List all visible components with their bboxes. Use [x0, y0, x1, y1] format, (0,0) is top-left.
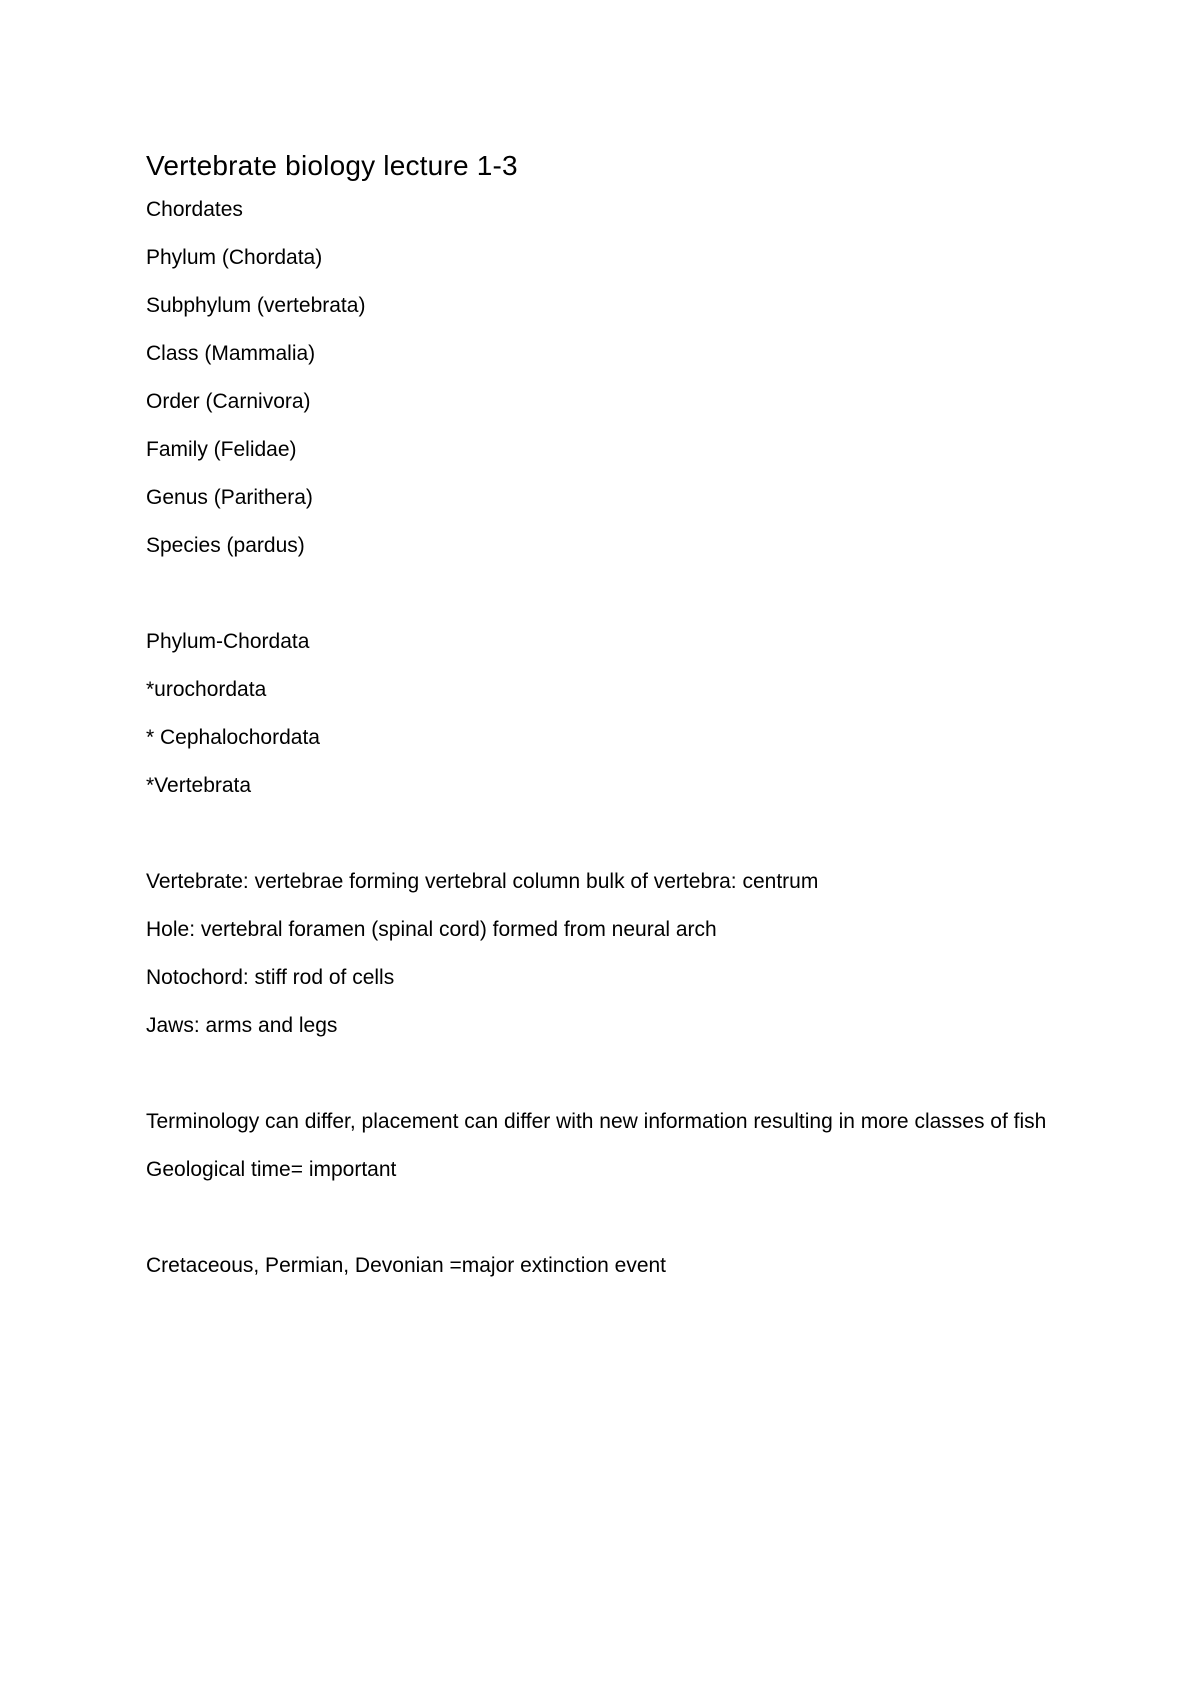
- definition-line: Notochord: stiff rod of cells: [146, 966, 395, 989]
- taxonomy-line: Chordates: [146, 198, 243, 221]
- taxonomy-line: Subphylum (vertebrata): [146, 294, 366, 317]
- definitions-section: [146, 868, 1066, 1040]
- document-title: Vertebrate biology lecture 1-3: [146, 150, 518, 181]
- definition-line: Hole: vertebral foramen (spinal cord) formed from neural arch: [146, 918, 717, 941]
- phylum-group-line: Phylum-Chordata: [146, 630, 310, 653]
- taxonomy-line: Species (pardus): [146, 534, 305, 557]
- extinction-line: Cretaceous, Permian, Devonian =major extinction event: [146, 1254, 667, 1277]
- taxonomy-line: Order (Carnivora): [146, 390, 311, 413]
- note-line: Terminology can differ, placement can differ with new information resulting in more classes of fish: [146, 1110, 1047, 1133]
- phylum-group-line: *urochordata: [146, 678, 267, 701]
- taxonomy-line: Family (Felidae): [146, 438, 297, 461]
- taxonomy-line: Phylum (Chordata): [146, 246, 323, 269]
- blank-line: [146, 580, 1066, 628]
- note-line: Geological time= important: [146, 1158, 397, 1181]
- definition-line: Jaws: arms and legs: [146, 1014, 338, 1037]
- blank-line: [146, 1060, 1066, 1108]
- phylum-group-line: * Cephalochordata: [146, 726, 320, 749]
- taxonomy-line: Genus (Parithera): [146, 486, 313, 509]
- notes-section: [146, 1108, 1066, 1184]
- blank-line: [146, 820, 1066, 868]
- phylum-group-line: *Vertebrata: [146, 774, 252, 797]
- blank-line: [146, 1204, 1066, 1252]
- extinction-section: [146, 1252, 1066, 1280]
- taxonomy-section: [146, 196, 1066, 560]
- phylum-groups-section: [146, 628, 1066, 800]
- document-body: [146, 148, 1066, 1300]
- taxonomy-line: Class (Mammalia): [146, 342, 316, 365]
- definition-line: Vertebrate: vertebrae forming vertebral column bulk of vertebra: centrum: [146, 870, 819, 893]
